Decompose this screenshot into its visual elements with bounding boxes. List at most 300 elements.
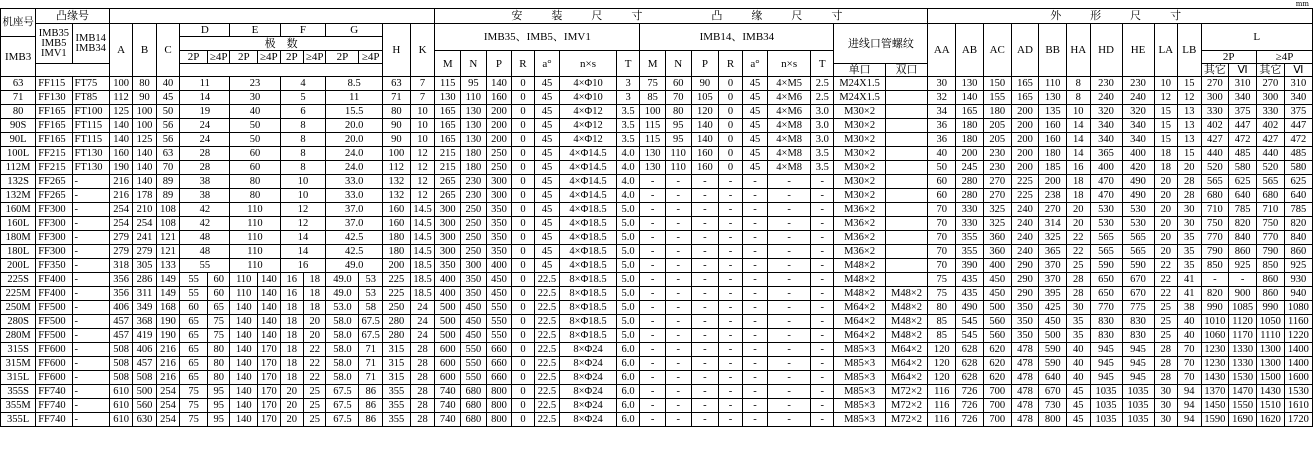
table-cell: 530 <box>1122 217 1154 231</box>
table-cell: - <box>811 385 834 399</box>
table-cell: 4×M8 <box>768 119 811 133</box>
table-cell: 95 <box>207 399 229 413</box>
table-cell: 485 <box>1229 147 1257 161</box>
table-cell: 18 <box>304 301 326 315</box>
table-cell: 4×Φ18.5 <box>560 259 617 273</box>
table-row <box>1 343 1313 357</box>
table-cell: 270 <box>1039 203 1067 217</box>
table-cell <box>885 231 928 245</box>
table-cell: 990 <box>1201 301 1229 315</box>
table-cell: 0 <box>512 203 534 217</box>
table-cell: 508 <box>109 357 132 371</box>
table-cell: - <box>640 399 666 413</box>
table-cell: 18 <box>1067 189 1090 203</box>
table-cell: 71 <box>1 91 36 105</box>
table-cell: 95 <box>207 385 229 399</box>
table-cell: 42.5 <box>326 245 383 259</box>
table-cell: 60 <box>928 189 956 203</box>
table-cell: 710 <box>1256 203 1284 217</box>
table-cell: 125 <box>109 105 132 119</box>
table-cell: 254 <box>156 385 179 399</box>
table-cell: 420 <box>1122 161 1154 175</box>
table-cell: 63 <box>156 147 179 161</box>
table-cell: - <box>742 315 768 329</box>
table-row <box>1 91 1313 105</box>
table-cell: 108 <box>156 217 179 231</box>
table-cell: - <box>719 413 742 427</box>
table-cell: 254 <box>156 413 179 427</box>
table-cell: 325 <box>1039 231 1067 245</box>
table-cell: 0 <box>719 91 742 105</box>
table-cell: 790 <box>1256 245 1284 259</box>
table-cell: 1330 <box>1229 343 1257 357</box>
table-cell: 180 <box>1039 147 1067 161</box>
table-cell: 8×Φ18.5 <box>560 287 617 301</box>
table-cell: 930 <box>1284 273 1312 287</box>
table-cell: 4×Φ10 <box>560 77 617 91</box>
header-single-port: 单口 <box>834 64 885 77</box>
table-cell: FT75 <box>72 77 109 91</box>
table-cell: 1530 <box>1284 385 1312 399</box>
table-cell: 20.0 <box>326 133 383 147</box>
table-cell: 8 <box>1067 77 1090 91</box>
header-F: F <box>280 24 326 37</box>
header-D-2p: 2P <box>180 51 208 64</box>
table-cell: - <box>691 287 719 301</box>
table-cell: 8 <box>280 147 326 161</box>
table-cell <box>885 91 928 105</box>
table-cell: 180 <box>956 119 984 133</box>
header-H: H <box>382 24 410 77</box>
table-cell: 160 <box>382 203 410 217</box>
table-cell: 90L <box>1 133 36 147</box>
table-cell: 12 <box>410 189 435 203</box>
table-cell: 30 <box>1154 413 1177 427</box>
table-cell: 45 <box>1067 399 1090 413</box>
table-cell: 140 <box>258 287 280 301</box>
table-cell: 356 <box>109 273 132 287</box>
table-cell: 2.5 <box>811 77 834 91</box>
table-cell: 0 <box>512 273 534 287</box>
table-cell: 800 <box>1039 413 1067 427</box>
table-cell: 670 <box>1039 385 1067 399</box>
table-cell: 22 <box>304 371 326 385</box>
table-cell: 140 <box>691 133 719 147</box>
table-cell: 3.5 <box>811 147 834 161</box>
table-cell: 18.5 <box>410 259 435 273</box>
table-cell: 355S <box>1 385 36 399</box>
table-cell: 620 <box>983 343 1011 357</box>
table-cell: FF165 <box>36 105 72 119</box>
table-cell: 315 <box>382 371 410 385</box>
table-cell: 35 <box>1178 259 1201 273</box>
table-cell: 250 <box>461 231 487 245</box>
table-cell: - <box>1201 273 1229 287</box>
table-cell: 650 <box>1090 287 1122 301</box>
table-cell: - <box>72 315 109 329</box>
table-cell: - <box>811 175 834 189</box>
table-cell: 4×Φ14.5 <box>560 189 617 203</box>
table-cell: 435 <box>956 273 984 287</box>
table-cell: 250 <box>461 217 487 231</box>
table-cell: 75 <box>207 315 229 329</box>
table-cell: 120 <box>928 357 956 371</box>
table-cell: 270 <box>1256 77 1284 91</box>
table-cell: 350 <box>1011 329 1039 343</box>
table-cell: 205 <box>983 119 1011 133</box>
table-cell: 300 <box>486 175 512 189</box>
table-cell: 110 <box>230 203 280 217</box>
table-cell: 65 <box>180 329 208 343</box>
table-cell: FF215 <box>36 161 72 175</box>
table-cell: - <box>811 273 834 287</box>
table-cell: 240 <box>1011 245 1039 259</box>
table-cell: 360 <box>983 245 1011 259</box>
table-cell: 5.0 <box>616 315 639 329</box>
table-cell: 0 <box>512 77 534 91</box>
table-cell: FT130 <box>72 147 109 161</box>
table-cell: 280 <box>956 175 984 189</box>
table-cell: 860 <box>1284 245 1312 259</box>
table-cell: 785 <box>1284 203 1312 217</box>
table-cell: 365 <box>1090 147 1122 161</box>
table-cell: 60 <box>207 287 229 301</box>
table-cell: 450 <box>461 315 487 329</box>
table-cell: 58.0 <box>326 329 359 343</box>
table-cell: 1230 <box>1201 343 1229 357</box>
table-cell: - <box>640 371 666 385</box>
table-cell: 470 <box>1090 175 1122 189</box>
table-cell: 65 <box>180 315 208 329</box>
table-cell: 160 <box>1039 133 1067 147</box>
table-cell: - <box>811 315 834 329</box>
table-cell: 670 <box>1122 287 1154 301</box>
table-cell: 100 <box>133 105 156 119</box>
table-cell: 315M <box>1 357 36 371</box>
table-cell: 130 <box>461 119 487 133</box>
table-cell: 24.0 <box>326 147 383 161</box>
table-cell: - <box>640 413 666 427</box>
table-cell: M48×2 <box>834 273 885 287</box>
table-cell: 565 <box>1122 245 1154 259</box>
table-cell: - <box>691 413 719 427</box>
table-cell: 8×Φ18.5 <box>560 273 617 287</box>
table-cell: 8×Φ18.5 <box>560 329 617 343</box>
table-cell: 67.5 <box>359 329 382 343</box>
table-cell: 4×M8 <box>768 147 811 161</box>
table-cell: - <box>665 343 691 357</box>
table-cell: - <box>640 217 666 231</box>
table-cell: 35 <box>1067 315 1090 329</box>
table-cell: 45 <box>534 259 560 273</box>
table-cell: 225M <box>1 287 36 301</box>
table-cell: - <box>719 231 742 245</box>
table-cell: 6.0 <box>616 357 639 371</box>
table-cell: 28 <box>410 357 435 371</box>
table-cell: 130 <box>640 147 666 161</box>
table-cell: - <box>719 175 742 189</box>
table-cell: 110 <box>230 217 280 231</box>
table-cell: - <box>640 189 666 203</box>
table-cell: 6.0 <box>616 343 639 357</box>
table-cell: 610 <box>109 399 132 413</box>
table-cell: - <box>719 371 742 385</box>
table-cell: 7 <box>410 91 435 105</box>
header-flange-no: 凸缘号 <box>36 9 110 24</box>
table-cell: - <box>691 189 719 203</box>
table-cell: 22 <box>304 357 326 371</box>
table-row <box>1 413 1313 427</box>
table-cell: 41 <box>1178 273 1201 287</box>
table-cell: 55 <box>180 273 208 287</box>
table-cell: 1500 <box>1256 371 1284 385</box>
table-row <box>1 315 1313 329</box>
table-cell: 12 <box>410 161 435 175</box>
table-cell: 90 <box>382 119 410 133</box>
table-cell: 80 <box>207 371 229 385</box>
table-cell: 710 <box>1201 203 1229 217</box>
table-cell: 45 <box>534 217 560 231</box>
table-cell: 45 <box>742 147 768 161</box>
table-cell: 49.0 <box>326 259 383 273</box>
table-cell: 95 <box>461 77 487 91</box>
table-cell: 18 <box>280 301 303 315</box>
table-cell: 45 <box>742 105 768 119</box>
table-cell: FF600 <box>36 343 72 357</box>
table-cell: 140 <box>230 399 258 413</box>
table-cell: 170 <box>258 385 280 399</box>
table-cell: 5.0 <box>616 273 639 287</box>
table-cell: - <box>742 357 768 371</box>
table-cell: - <box>742 217 768 231</box>
table-cell: 279 <box>109 245 132 259</box>
table-cell: 20 <box>280 385 303 399</box>
table-cell: 70 <box>928 245 956 259</box>
table-cell: 112 <box>109 91 132 105</box>
table-cell: 60 <box>230 147 280 161</box>
table-cell: 116 <box>928 385 956 399</box>
table-cell: 33.0 <box>326 175 383 189</box>
table-cell: 24 <box>410 315 435 329</box>
table-cell: - <box>719 357 742 371</box>
table-cell: 350 <box>486 203 512 217</box>
table-cell: 6.0 <box>616 385 639 399</box>
table-cell: 840 <box>1229 231 1257 245</box>
table-cell: 640 <box>1284 189 1312 203</box>
table-cell: 478 <box>1011 413 1039 427</box>
table-cell: 71 <box>359 357 382 371</box>
table-cell: 350 <box>486 217 512 231</box>
table-cell: 20 <box>1154 203 1177 217</box>
table-cell: 4×M6 <box>768 91 811 105</box>
table-cell: 67.5 <box>359 315 382 329</box>
table-cell: FF130 <box>36 91 72 105</box>
table-cell: - <box>811 189 834 203</box>
table-cell: 1530 <box>1229 371 1257 385</box>
table-cell: 160 <box>691 161 719 175</box>
table-cell: - <box>742 329 768 343</box>
table-cell: 349 <box>133 301 156 315</box>
table-cell: 286 <box>133 273 156 287</box>
table-cell: - <box>72 231 109 245</box>
table-cell: 80 <box>207 357 229 371</box>
table-cell: M64×2 <box>834 315 885 329</box>
table-cell: - <box>768 329 811 343</box>
header-frame-size: 机座号 <box>1 9 36 37</box>
table-cell: 42.5 <box>326 231 383 245</box>
table-cell: 325 <box>983 203 1011 217</box>
table-cell: 375 <box>1229 105 1257 119</box>
table-cell: 28 <box>180 147 230 161</box>
table-cell: 4×Φ10 <box>560 91 617 105</box>
table-cell: 355 <box>382 399 410 413</box>
table-cell: - <box>811 413 834 427</box>
table-cell: 100 <box>133 119 156 133</box>
table-cell: 565 <box>1090 245 1122 259</box>
table-cell: 110 <box>665 161 691 175</box>
table-cell: 15 <box>1154 119 1177 133</box>
table-cell: 32 <box>928 91 956 105</box>
table-cell: 41 <box>1178 287 1201 301</box>
table-cell: 225 <box>1011 189 1039 203</box>
table-cell: 340 <box>1229 91 1257 105</box>
table-cell: 20 <box>1067 203 1090 217</box>
table-cell: 22.5 <box>534 385 560 399</box>
table-cell: 14.5 <box>410 231 435 245</box>
table-cell: 457 <box>109 329 132 343</box>
table-cell: 200 <box>486 119 512 133</box>
table-cell: 355L <box>1 413 36 427</box>
table-cell: 225 <box>382 273 410 287</box>
table-cell: - <box>72 301 109 315</box>
table-cell: 900 <box>1229 287 1257 301</box>
table-cell: 0 <box>512 413 534 427</box>
table-cell: 0 <box>719 77 742 91</box>
header-double-port: 双口 <box>885 64 928 77</box>
table-cell: 70 <box>928 203 956 217</box>
table-cell: 279 <box>109 231 132 245</box>
table-cell: 18.5 <box>410 273 435 287</box>
table-cell: FF600 <box>36 371 72 385</box>
table-cell: 1035 <box>1090 413 1122 427</box>
table-cell: 620 <box>983 371 1011 385</box>
table-row <box>1 287 1313 301</box>
header-filler-flange <box>36 64 110 77</box>
table-cell: 545 <box>956 315 984 329</box>
table-cell: 12 <box>1178 91 1201 105</box>
table-cell: 340 <box>1122 119 1154 133</box>
table-cell: - <box>742 301 768 315</box>
table-cell: 90 <box>382 133 410 147</box>
table-cell: 49.0 <box>326 287 359 301</box>
header-B: B <box>133 24 156 77</box>
table-cell: 250 <box>461 203 487 217</box>
table-cell: 350 <box>486 245 512 259</box>
table-cell: 60 <box>180 301 208 315</box>
table-cell: 472 <box>1284 133 1312 147</box>
table-cell: 450 <box>1039 315 1067 329</box>
table-cell: 508 <box>109 343 132 357</box>
table-cell: 0 <box>512 119 534 133</box>
table-cell: 95 <box>665 133 691 147</box>
header-imb35: IMB35 IMB5 IMV1 <box>36 24 72 64</box>
table-cell: 50 <box>928 161 956 175</box>
header-BB: BB <box>1039 24 1067 77</box>
table-cell: M30×2 <box>834 133 885 147</box>
table-cell: 406 <box>109 301 132 315</box>
table-cell: 140 <box>258 273 280 287</box>
table-cell: 450 <box>486 287 512 301</box>
table-cell: - <box>691 399 719 413</box>
table-cell: 40 <box>156 77 179 91</box>
table-cell: 400 <box>435 273 461 287</box>
table-cell: - <box>72 245 109 259</box>
table-cell: 447 <box>1229 119 1257 133</box>
table-cell: 300 <box>1256 91 1284 105</box>
table-cell: FF740 <box>36 385 72 399</box>
table-cell: - <box>691 385 719 399</box>
table-cell: 230 <box>983 147 1011 161</box>
table-cell: M85×3 <box>834 413 885 427</box>
table-cell: 16 <box>280 287 303 301</box>
table-cell: FF300 <box>36 231 72 245</box>
table-cell: 58.0 <box>326 343 359 357</box>
table-cell: 200 <box>1011 161 1039 175</box>
table-cell: 1430 <box>1201 371 1229 385</box>
table-cell: 300 <box>435 245 461 259</box>
table-cell: 1400 <box>1284 343 1312 357</box>
table-cell: 121 <box>156 245 179 259</box>
table-cell: 320 <box>1122 105 1154 119</box>
table-cell: - <box>72 273 109 287</box>
table-cell: 40 <box>1067 371 1090 385</box>
table-cell: M64×2 <box>885 343 928 357</box>
table-cell: 100 <box>109 77 132 91</box>
table-cell: 170 <box>258 399 280 413</box>
table-cell: 140 <box>258 329 280 343</box>
table-cell: 10 <box>280 175 326 189</box>
table-cell: 22.5 <box>534 371 560 385</box>
table-cell: 6 <box>280 105 326 119</box>
table-cell: 340 <box>1284 91 1312 105</box>
header-G-2p: 2P <box>326 51 359 64</box>
table-cell: 0 <box>512 245 534 259</box>
table-cell: 820 <box>1284 217 1312 231</box>
table-cell <box>885 245 928 259</box>
table-cell: 200 <box>1011 133 1039 147</box>
table-cell: - <box>665 217 691 231</box>
table-cell <box>885 77 928 91</box>
table-cell: 12 <box>280 217 326 231</box>
table-cell: 0 <box>719 147 742 161</box>
table-cell: 370 <box>1039 273 1067 287</box>
table-cell: 8×Φ24 <box>560 399 617 413</box>
table-cell: 10 <box>410 119 435 133</box>
table-cell: 50 <box>230 133 280 147</box>
table-cell: 130 <box>1039 91 1067 105</box>
table-cell: 390 <box>956 259 984 273</box>
table-cell: 355M <box>1 399 36 413</box>
table-cell: 16 <box>1067 161 1090 175</box>
table-cell: 550 <box>461 357 487 371</box>
table-cell: 300 <box>461 259 487 273</box>
table-cell: 0 <box>512 315 534 329</box>
table-cell: FF740 <box>36 413 72 427</box>
table-cell: 0 <box>512 357 534 371</box>
table-cell: - <box>1229 273 1257 287</box>
table-cell: 3.5 <box>616 133 639 147</box>
table-cell: 30 <box>1154 399 1177 413</box>
